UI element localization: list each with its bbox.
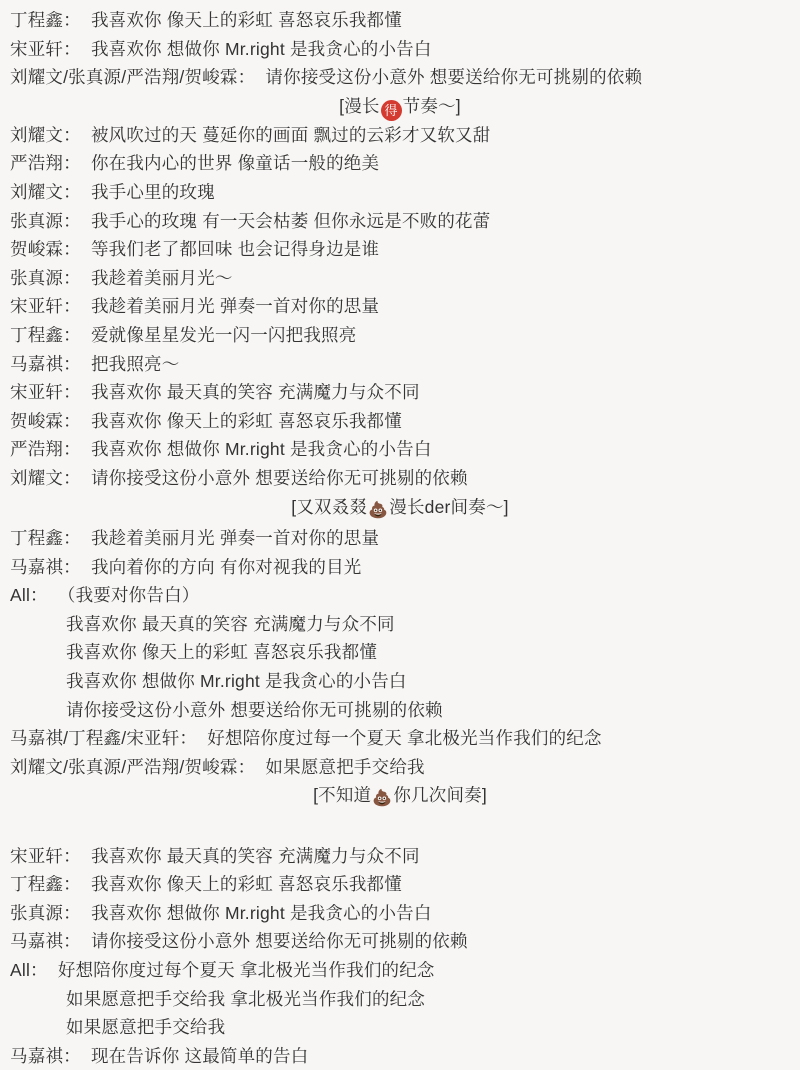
lyric-line (10, 264, 790, 293)
lyric-text: 爱就像星星发光一闪一闪把我照亮 (90, 324, 357, 345)
speaker-gap (81, 439, 91, 459)
lyric-speaker: 刘耀文： (10, 467, 81, 488)
lyric-text: 如果愿意把手交给我 (265, 756, 425, 777)
lyric-line (10, 870, 790, 899)
interlude-suffix: 你几次间奏] (393, 785, 487, 806)
lyric-text: 把我照亮～ (90, 353, 180, 374)
lyric-line (10, 35, 790, 64)
lyric-text: 我喜欢你 像天上的彩虹 喜怒哀乐我都懂 (90, 874, 402, 895)
lyric-speaker: 张真源： (10, 210, 81, 231)
lyric-speaker: 宋亚轩： (10, 845, 81, 866)
speaker-gap (48, 585, 58, 605)
lyric-line (10, 1042, 790, 1070)
lyric-speaker: All： (10, 585, 48, 606)
lyric-speaker: 张真源： (10, 902, 81, 923)
speaker-gap (81, 325, 91, 345)
speaker-gap (81, 39, 91, 59)
lyric-speaker: 马嘉祺： (10, 556, 81, 577)
lyric-speaker: 宋亚轩： (10, 296, 81, 317)
speaker-gap (48, 960, 58, 980)
lyric-speaker: 宋亚轩： (10, 38, 81, 59)
lyric-text: 我喜欢你 最天真的笑容 充满魔力与众不同 (66, 613, 395, 634)
lyric-line-continuation (10, 667, 790, 696)
speaker-gap (81, 354, 91, 374)
lyric-speaker: 贺峻霖： (10, 239, 81, 260)
lyric-line (10, 927, 790, 956)
de-badge: 得 (381, 100, 402, 121)
lyric-line (10, 178, 790, 207)
lyric-speaker: 刘耀文： (10, 124, 81, 145)
lyric-text: 请你接受这份小意外 想要送给你无可挑剔的依赖 (90, 467, 468, 488)
speaker-gap (81, 296, 91, 316)
speaker-gap (81, 239, 91, 259)
interlude-prefix: [不知道 (313, 785, 372, 806)
lyric-text: 我手心里的玫瑰 (90, 181, 215, 202)
speaker-gap (81, 182, 91, 202)
lyric-line (10, 899, 790, 928)
speaker-gap (81, 153, 91, 173)
lyric-line (10, 753, 790, 782)
lyric-speaker: 丁程鑫： (10, 324, 81, 345)
lyric-speaker: 丁程鑫： (10, 874, 81, 895)
lyric-line (10, 435, 790, 464)
lyric-speaker: 严浩翔： (10, 153, 81, 174)
speaker-gap (81, 468, 91, 488)
lyric-text: 我喜欢你 最天真的笑容 充满魔力与众不同 (90, 845, 420, 866)
lyric-text: 我喜欢你 想做你 Mr.right 是我贪心的小告白 (66, 671, 407, 692)
lyric-text: 我手心的玫瑰 有一天会枯萎 但你永远是不败的花蕾 (90, 210, 491, 231)
lyric-text: 你在我内心的世界 像童话一般的绝美 (90, 153, 380, 174)
speaker-gap (255, 757, 265, 777)
lyric-spacer (10, 813, 790, 842)
lyric-text: 请你接受这份小意外 想要送给你无可挑剔的依赖 (66, 699, 443, 720)
lyric-speaker: 马嘉祺： (10, 353, 81, 374)
lyric-speaker: 贺峻霖： (10, 410, 81, 431)
lyric-text: 等我们老了都回味 也会记得身边是谁 (90, 239, 380, 260)
lyric-speaker: 严浩翔： (10, 439, 81, 460)
lyric-line (10, 956, 790, 985)
speaker-gap (81, 1046, 91, 1066)
lyric-line (10, 581, 790, 610)
speaker-gap (81, 903, 91, 923)
lyric-line (10, 292, 790, 321)
lyric-text: 好想陪你度过每个夏天 拿北极光当作我们的纪念 (57, 960, 435, 980)
lyric-line (10, 321, 790, 350)
lyric-text: （我要对你告白） (57, 585, 200, 606)
lyric-line (10, 407, 790, 436)
lyric-speaker: 张真源： (10, 267, 81, 288)
lyric-line-continuation (10, 638, 790, 667)
interlude-suffix: 漫长der间奏～] (389, 496, 509, 517)
lyric-text: 我喜欢你 想做你 Mr.right 是我贪心的小告白 (90, 902, 432, 923)
speaker-gap (255, 67, 265, 87)
speaker-gap (81, 874, 91, 894)
lyric-line-continuation (10, 1013, 790, 1042)
speaker-gap (81, 382, 91, 402)
lyric-line (10, 553, 790, 582)
lyric-line (10, 464, 790, 493)
lyric-line (10, 524, 790, 553)
lyric-text: 我喜欢你 想做你 Mr.right 是我贪心的小告白 (90, 38, 432, 59)
lyric-speaker: 马嘉祺/丁程鑫/宋亚轩： (10, 728, 198, 749)
lyric-line (10, 235, 790, 264)
lyric-line (10, 207, 790, 236)
lyric-text: 现在告诉你 这最简单的告白 (90, 1045, 309, 1066)
speaker-gap (81, 125, 91, 145)
lyric-text: 请你接受这份小意外 想要送给你无可挑剔的依赖 (90, 931, 468, 952)
speaker-gap (81, 268, 91, 288)
interlude-marker (10, 493, 790, 525)
lyric-speaker: 宋亚轩： (10, 382, 81, 403)
poop-icon: 💩 (372, 788, 393, 808)
lyric-line (10, 724, 790, 753)
lyric-speaker: All： (10, 960, 48, 980)
lyric-line-continuation (10, 610, 790, 639)
lyric-line (10, 842, 790, 871)
lyric-text: 我喜欢你 想做你 Mr.right 是我贪心的小告白 (90, 439, 432, 460)
speaker-gap (81, 411, 91, 431)
interlude-marker (10, 92, 790, 121)
lyric-line (10, 378, 790, 407)
lyric-text: 我趁着美丽月光～ (90, 267, 233, 288)
lyric-speaker: 马嘉祺： (10, 931, 81, 952)
lyric-text: 我喜欢你 像天上的彩虹 喜怒哀乐我都懂 (90, 410, 402, 431)
lyric-text: 好想陪你度过每一个夏天 拿北极光当作我们的纪念 (207, 728, 602, 749)
lyric-line (10, 149, 790, 178)
lyric-text: 被风吹过的天 蔓延你的画面 飘过的云彩才又软又甜 (90, 124, 491, 145)
lyric-line (10, 350, 790, 379)
interlude-suffix: 节奏～] (402, 95, 461, 116)
lyric-text: 我喜欢你 像天上的彩虹 喜怒哀乐我都懂 (66, 642, 378, 663)
interlude-prefix: [漫长 (339, 95, 380, 116)
interlude-marker (10, 781, 790, 813)
lyric-text: 我向着你的方向 有你对视我的目光 (90, 556, 362, 577)
interlude-prefix: [又双叒叕 (291, 496, 368, 517)
speaker-gap (81, 846, 91, 866)
lyric-speaker: 刘耀文/张真源/严浩翔/贺峻霖： (10, 67, 256, 88)
speaker-gap (81, 10, 91, 30)
lyric-line (10, 63, 790, 92)
lyric-line-continuation (10, 696, 790, 725)
lyric-text: 如果愿意把手交给我 拿北极光当作我们的纪念 (66, 988, 426, 1009)
poop-icon: 💩 (368, 499, 389, 519)
lyric-speaker: 马嘉祺： (10, 1045, 81, 1066)
lyric-text: 我趁着美丽月光 弹奏一首对你的思量 (90, 296, 380, 317)
speaker-gap (81, 528, 91, 548)
speaker-gap (81, 931, 91, 951)
lyric-speaker: 丁程鑫： (10, 10, 81, 30)
lyric-text: 我喜欢你 像天上的彩虹 喜怒哀乐我都懂 (90, 10, 402, 30)
speaker-gap (197, 728, 207, 748)
lyric-speaker: 丁程鑫： (10, 528, 81, 549)
lyric-speaker: 刘耀文/张真源/严浩翔/贺峻霖： (10, 756, 256, 777)
lyric-line (10, 6, 790, 35)
lyric-line (10, 121, 790, 150)
lyric-text: 如果愿意把手交给我 (66, 1017, 226, 1038)
lyric-text: 我喜欢你 最天真的笑容 充满魔力与众不同 (90, 382, 420, 403)
lyric-line-continuation (10, 985, 790, 1014)
lyric-speaker: 刘耀文： (10, 181, 81, 202)
speaker-gap (81, 557, 91, 577)
lyric-text: 请你接受这份小意外 想要送给你无可挑剔的依赖 (265, 67, 643, 88)
speaker-gap (81, 211, 91, 231)
lyric-text: 我趁着美丽月光 弹奏一首对你的思量 (90, 528, 380, 549)
